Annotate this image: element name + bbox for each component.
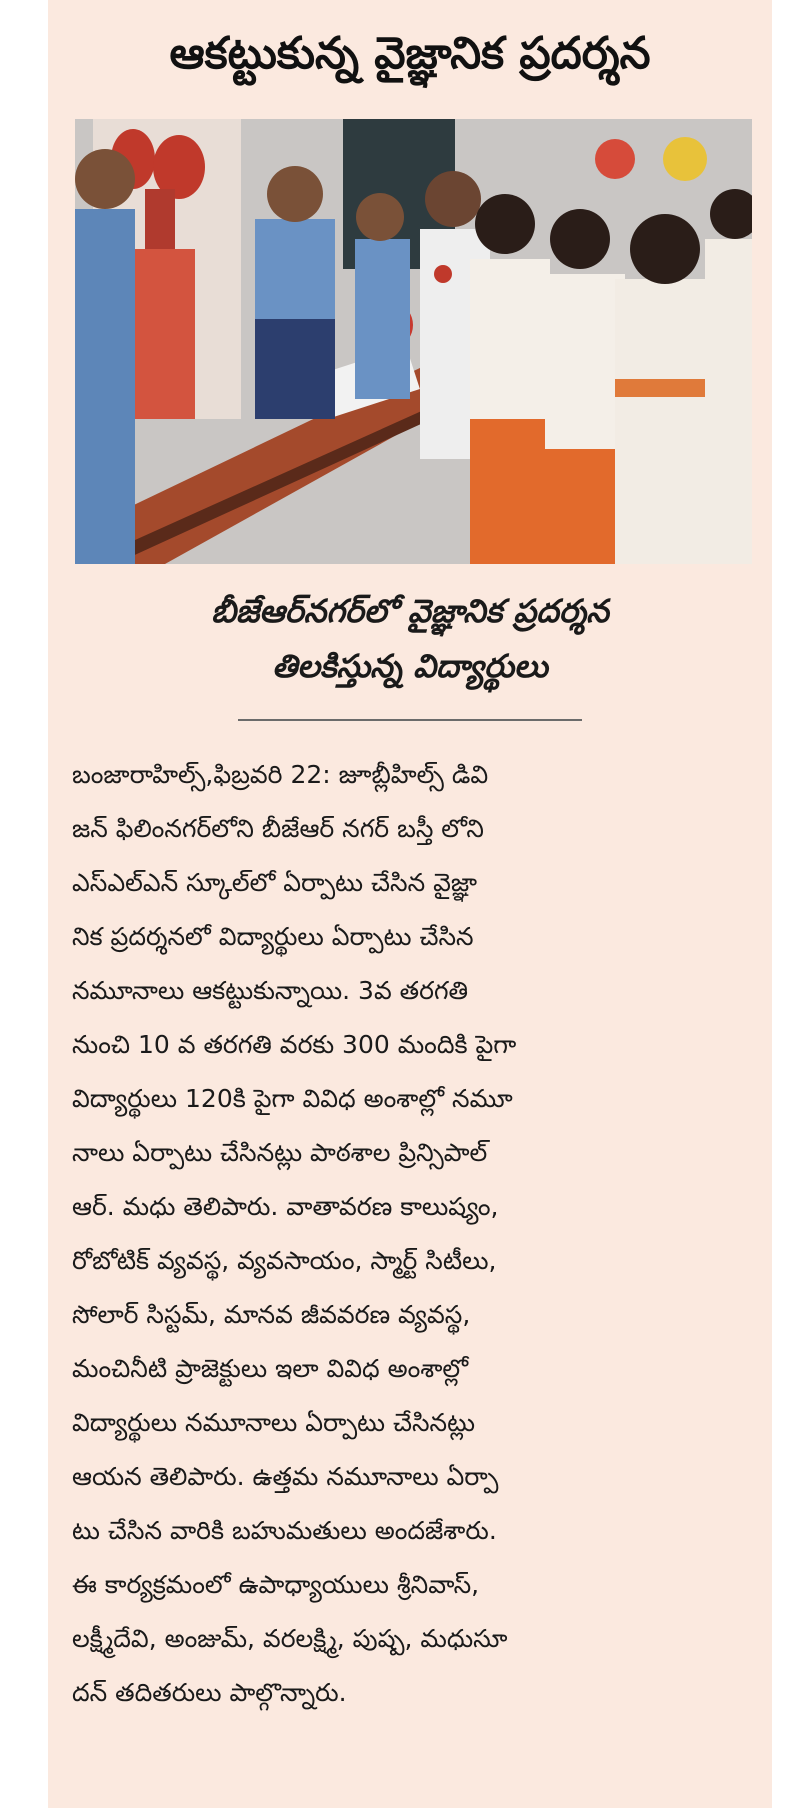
body-line: ఆర్. మధు తెలిపారు. వాతావరణ కాలుష్యం, [72, 1192, 499, 1221]
body-line: బంజారాహిల్స్,ఫిబ్రవరి 22: జూబ్లీహిల్స్ డివి [72, 760, 489, 789]
body-line: నుంచి 10 వ తరగతి వరకు 300 మందికి పైగా [72, 1030, 517, 1059]
photo-caption-line-2: తిలకిస్తున్న విద్యార్థులు [272, 647, 548, 685]
body-line: విద్యార్థులు 120కి పైగా వివిధ అంశాల్లో నమూ [72, 1084, 513, 1113]
body-line: ఎస్ఎల్ఎన్ స్కూల్‌లో ఏర్పాటు చేసిన వైజ్ఞా [72, 868, 477, 897]
article-photo [75, 119, 752, 564]
body-line: ఈ కార్యక్రమంలో ఉపాధ్యాయులు శ్రీనివాస్, [72, 1570, 480, 1599]
article-body [72, 748, 754, 1720]
body-line: లక్ష్మీదేవి, అంజుమ్, వరలక్ష్మి, పుష్ప, మధుసూ [72, 1624, 508, 1653]
body-line: రోబోటిక్ వ్యవస్థ, వ్యవసాయం, స్మార్ట్ సిటీలు, [72, 1246, 497, 1275]
body-line: సోలార్ సిస్టమ్, మానవ జీవవరణ వ్యవస్థ, [72, 1300, 471, 1329]
newspaper-clipping [48, 0, 772, 1808]
body-line: నమూనాలు ఆకట్టుకున్నాయి. 3వ తరగతి [72, 976, 469, 1005]
caption-divider [238, 719, 582, 721]
body-line: మంచినీటి ప్రాజెక్టులు ఇలా వివిధ అంశాల్లో [72, 1354, 469, 1383]
body-line: ఆయన తెలిపారు. ఉత్తమ నమూనాలు ఏర్పా [72, 1462, 499, 1491]
body-line: విద్యార్థులు నమూనాలు ఏర్పాటు చేసినట్లు [72, 1408, 476, 1437]
body-line: జన్ ఫిలింనగర్‌లోని బీజేఆర్ నగర్ బస్తీ లోని [72, 814, 484, 843]
body-line: నిక ప్రదర్శనలో విద్యార్థులు ఏర్పాటు చేసిన [72, 922, 474, 951]
body-line: నాలు ఏర్పాటు చేసినట్లు పాఠశాల ప్రిన్సిపాల్ [72, 1138, 488, 1167]
body-line: టు చేసిన వారికి బహుమతులు అందజేశారు. [72, 1516, 497, 1545]
headline: ఆకట్టుకున్న వైజ్ఞానిక ప్రదర్శన [169, 28, 651, 79]
body-line: దన్ తదితరులు పాల్గొన్నారు. [72, 1678, 347, 1707]
photo-caption-line-1: బీజేఆర్‌నగర్‌లో వైజ్ఞానిక ప్రదర్శన [211, 592, 609, 630]
